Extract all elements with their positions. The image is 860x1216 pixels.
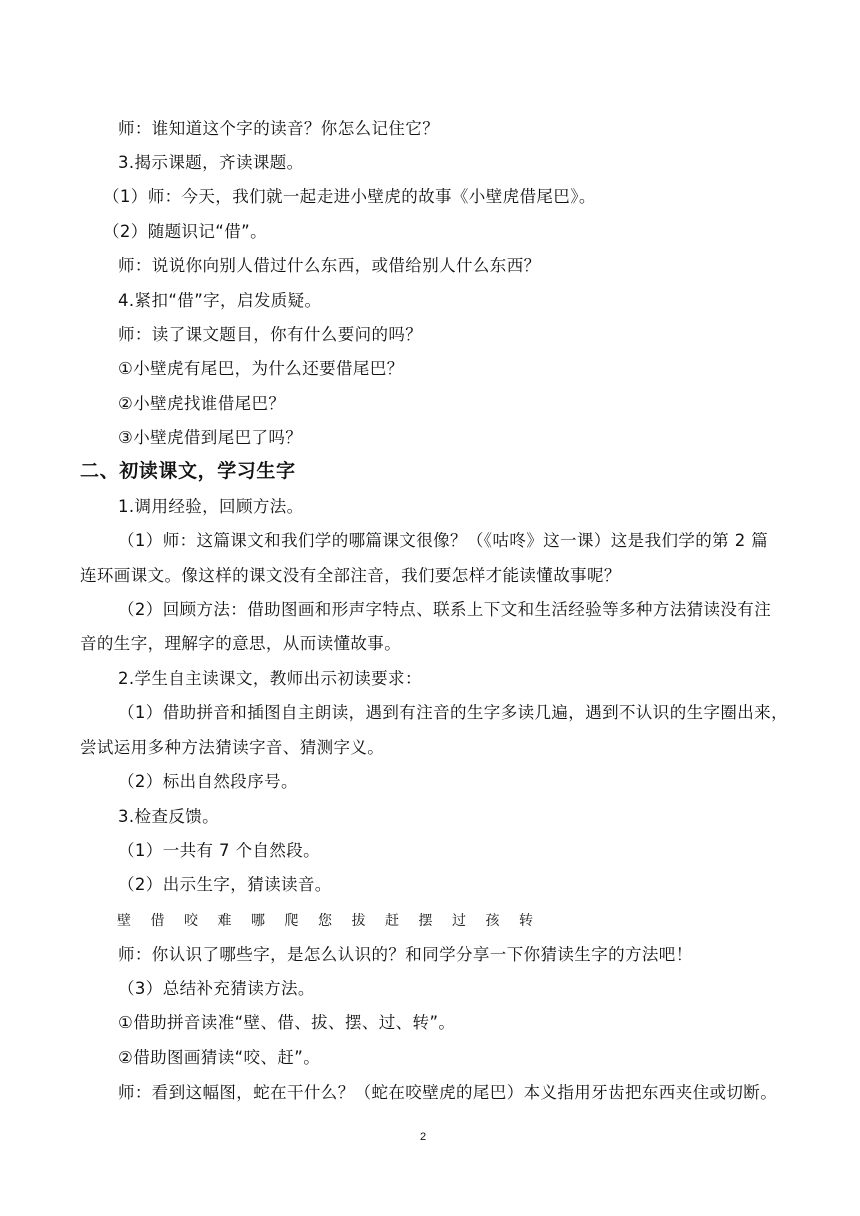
character: 赶 (385, 913, 399, 929)
character: 借 (150, 913, 165, 929)
text-line: 连环画课文。像这样的课文没有全部注音，我们要怎样才能读懂故事呢？ (80, 566, 621, 585)
new-characters-row (117, 910, 553, 932)
text-line: ①借助拼音读准“壁、借、拔、摆、过、转”。 (118, 1013, 456, 1032)
answer-note: （蛇在咬壁虎的尾巴） (354, 1083, 524, 1102)
text-line: （1）借助拼音和插图自主朗读，遇到有注音的生字多读几遍，遇到不认识的生字圈出来， (118, 703, 788, 722)
text-line: （2）出示生字，猜读读音。 (118, 875, 332, 894)
character: 爬 (284, 913, 299, 929)
text-line (118, 530, 768, 552)
character: 过 (452, 913, 466, 929)
character: 摆 (418, 913, 433, 929)
character: 壁 (117, 913, 131, 929)
text-line: 音的生字，理解字的意思，从而读懂故事。 (80, 634, 402, 653)
text-line: 师：谁知道这个字的读音？你怎么记住它？ (118, 119, 440, 138)
text-line: 4.紧扣“借”字，启发质疑。 (118, 291, 322, 310)
text-span: （1）师：这篇课文和我们学的哪篇课文很像？ (118, 531, 467, 550)
section-heading: 二、初读课文，学习生字 (80, 460, 296, 482)
page-number: 2 (420, 1131, 427, 1143)
text-line: 3.揭示课题，齐读课题。 (118, 153, 304, 172)
text-line: （2）随题识记“借”。 (103, 222, 267, 241)
text-line: ①小壁虎有尾巴，为什么还要借尾巴？ (118, 359, 404, 378)
character: 转 (519, 913, 533, 929)
text-line: （2）标出自然段序号。 (118, 772, 298, 791)
text-line: （1）师：今天，我们就一起走进小壁虎的故事《小壁虎借尾巴》。 (103, 187, 596, 206)
text-line: 师：你认识了哪些字，是怎么认识的？和同学分享一下你猜读生字的方法吧！ (118, 945, 693, 964)
text-line: ②小壁虎找谁借尾巴？ (118, 394, 286, 413)
text-line: 师：读了课文题目，你有什么要问的吗？ (118, 325, 423, 344)
text-line: 尝试运用多种方法猜读字音、猜测字义。 (80, 738, 385, 757)
character: 孩 (485, 913, 500, 929)
text-span: 这是我们学的第 2 篇 (610, 531, 769, 550)
text-line: 1.调用经验，回顾方法。 (118, 497, 304, 516)
text-line: （3）总结补充猜读方法。 (118, 979, 315, 998)
character: 您 (318, 913, 332, 929)
character: 拔 (351, 913, 366, 929)
answer-note: （《咕咚》这一课） (466, 531, 611, 550)
text-line: ③小壁虎借到尾巴了吗？ (118, 428, 303, 447)
text-span: 师：看到这幅图，蛇在干什么？ (118, 1083, 355, 1102)
text-line (118, 1082, 777, 1104)
text-line: 2.学生自主读课文，教师出示初读要求： (118, 669, 422, 688)
character: 哪 (251, 913, 265, 929)
text-line: ②借助图画猜读“咬、赶”。 (118, 1048, 321, 1067)
text-line: （1）一共有 7 个自然段。 (118, 841, 321, 860)
character: 咬 (184, 913, 198, 929)
text-line: 3.检查反馈。 (118, 807, 220, 826)
text-span: 本义指用牙齿把东西夹住或切断。 (523, 1083, 778, 1102)
text-line: 师：说说你向别人借过什么东西，或借给别人什么东西？ (118, 256, 541, 275)
character: 难 (217, 913, 232, 929)
text-line: （2）回顾方法：借助图画和形声字特点、联系上下文和生活经验等多种方法猜读没有注 (118, 600, 772, 619)
